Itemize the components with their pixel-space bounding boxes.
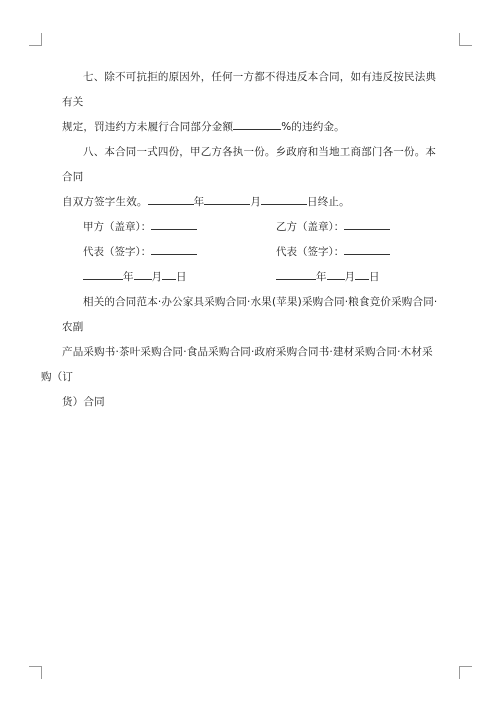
rep-a-sign [83,240,197,265]
clause-8-line-2 [41,190,442,215]
end-year-blank[interactable] [148,193,194,205]
date-a-month-blank[interactable] [134,268,152,280]
representative-row [62,240,442,265]
party-b-seal [276,215,390,240]
end-year-label: 年 [193,196,205,208]
clause-7-line-1: 七、除不可抗拒的原因外，任何一方都不得违反本合同，如有违反按民法典有关 [62,71,437,108]
crop-mark-bottom-left [29,666,42,679]
party-b-seal-blank[interactable] [344,218,390,230]
date-b-year-blank[interactable] [276,268,316,280]
related-line-1: 相关的合同范本·办公家具采购合同·水果(苹果)采购合同·粮食竞价采购合同·农副 [62,296,438,333]
date-a-day-blank[interactable] [162,268,176,280]
party-a-seal-blank[interactable] [151,218,197,230]
clause-7-line-2 [41,115,442,140]
party-a-seal-label: 甲方（盖章）： [83,221,152,233]
clause-7-text-b: %的违约金。 [281,121,345,133]
date-b-year-label: 年 [316,271,327,283]
date-a-day-label: 日 [176,271,187,283]
party-b-seal-label: 乙方（盖章）： [276,221,345,233]
rep-a-sign-blank[interactable] [151,243,197,255]
party-seal-row [62,215,442,240]
penalty-percent-blank[interactable] [233,118,281,130]
date-b-month-blank[interactable] [327,268,345,280]
related-line-3: 货）合同 [62,396,105,408]
clause-8 [62,140,442,215]
rep-b-sign-blank[interactable] [344,243,390,255]
document-body [41,65,442,415]
date-a [83,265,187,290]
crop-mark-top-right [459,33,472,46]
date-b-month-label: 月 [344,271,355,283]
end-month-label: 月 [250,196,262,208]
end-month-blank[interactable] [204,193,250,205]
end-day-blank[interactable] [261,193,307,205]
date-a-year-blank[interactable] [83,268,123,280]
date-row [62,265,442,290]
crop-mark-top-left [29,33,42,46]
clause-8-text-a: 自双方签字生效。 [62,196,148,208]
clause-8-line-1: 八、本合同一式四份，甲乙方各执一份。乡政府和当地工商部门各一份。本合同 [62,146,437,183]
date-b-day-label: 日 [369,271,380,283]
related-line-2: 产品采购书·茶叶采购合同·食品采购合同·政府采购合同书·建材采购合同·木材采购（订 [41,346,433,383]
related-contracts [41,290,442,415]
date-b-day-blank[interactable] [355,268,369,280]
end-day-label: 日终止。 [307,196,350,208]
party-a-seal [83,215,197,240]
crop-mark-bottom-right [459,666,472,679]
date-b [276,265,380,290]
rep-b-sign-label: 代表（签字）： [276,246,345,258]
date-a-month-label: 月 [151,271,162,283]
rep-a-sign-label: 代表（签字）： [83,246,152,258]
rep-b-sign [276,240,390,265]
clause-7 [62,65,442,140]
clause-7-text-a: 规定，罚违约方未履行合同部分金额 [62,121,234,133]
date-a-year-label: 年 [123,271,134,283]
